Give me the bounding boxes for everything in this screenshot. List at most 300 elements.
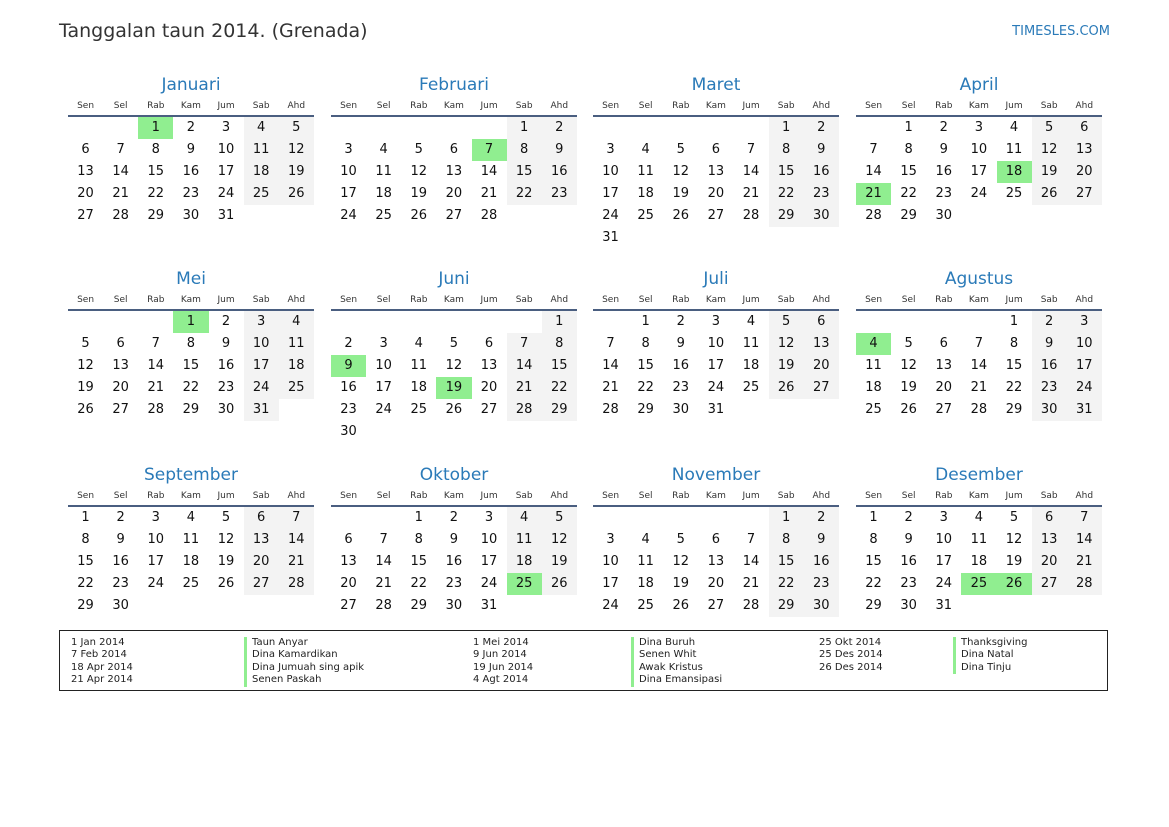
weekday-label: Rab [935, 295, 953, 305]
day-cell: 11 [182, 532, 200, 547]
day-cell: 2 [221, 314, 231, 329]
holiday-day-cell: 18 [997, 161, 1032, 183]
day-cell: 18 [375, 186, 392, 201]
weekday-label: Jum [217, 101, 235, 111]
weekday-label: Jum [480, 295, 498, 305]
day-cell: 20 [707, 576, 725, 591]
week-row [593, 573, 839, 595]
weekday-label: Sen [602, 101, 620, 111]
empty-cell [401, 421, 436, 443]
weekday-label: Kam [705, 295, 726, 305]
day-cell: 11 [507, 529, 542, 551]
legend-holiday-name: Dina Emansipasi [631, 674, 722, 686]
week-row [856, 551, 1102, 573]
month-oktober [331, 462, 577, 617]
day-cell: 24 [147, 576, 165, 591]
week-row [593, 333, 839, 355]
day-cell: 24 [602, 598, 619, 613]
weekday-label: Sel [376, 295, 391, 305]
day-cell: 29 [1005, 402, 1023, 417]
week-row [856, 377, 1102, 399]
day-cell: 20 [112, 380, 129, 395]
day-cell: 15 [637, 358, 654, 373]
day-cell: 5 [1009, 510, 1019, 525]
day-cell: 9 [804, 139, 839, 161]
empty-cell [698, 507, 733, 529]
day-cell: 1 [414, 510, 423, 525]
day-cell: 13 [707, 164, 725, 179]
day-cell: 18 [244, 161, 279, 183]
day-cell: 22 [542, 377, 577, 399]
day-cell: 13 [77, 164, 94, 179]
day-cell: 13 [112, 358, 129, 373]
day-cell: 19 [279, 161, 314, 183]
day-cell: 25 [182, 576, 200, 591]
legend-holiday-name: Thanksgiving [953, 637, 1027, 649]
day-cell: 25 [637, 208, 654, 223]
day-cell: 4 [507, 507, 542, 529]
day-cell: 26 [672, 208, 690, 223]
day-cell: 15 [1005, 358, 1023, 373]
day-cell: 7 [151, 336, 160, 351]
week-row [68, 595, 314, 617]
month-name: Juli [703, 269, 729, 289]
day-cell: 16 [804, 551, 839, 573]
weekday-label: Ahd [550, 491, 569, 501]
day-cell: 20 [707, 186, 725, 201]
day-cell: 14 [865, 164, 882, 179]
day-cell: 15 [769, 551, 804, 573]
weekday-label: Sen [865, 491, 883, 501]
weekday-label: Rab [672, 491, 690, 501]
day-cell: 29 [410, 598, 428, 613]
empty-cell [593, 507, 628, 529]
legend-holiday-name: Senen Paskah [244, 674, 322, 686]
day-cell: 31 [935, 598, 953, 613]
day-cell: 19 [1032, 161, 1067, 183]
empty-cell [138, 595, 173, 617]
empty-cell [734, 507, 769, 529]
day-cell: 14 [112, 164, 129, 179]
day-cell: 24 [935, 576, 953, 591]
empty-cell [138, 311, 173, 333]
month-name: Maret [691, 75, 741, 95]
day-cell: 28 [375, 598, 392, 613]
weekday-label: Kam [180, 295, 201, 305]
weekday-label: Ahd [1075, 295, 1094, 305]
week-row [331, 399, 577, 421]
day-cell: 15 [147, 164, 165, 179]
weekday-label: Kam [968, 295, 989, 305]
month-februari [331, 72, 577, 227]
day-cell: 17 [217, 164, 235, 179]
day-cell: 25 [375, 208, 392, 223]
week-row [856, 205, 1102, 227]
day-cell: 21 [507, 377, 542, 399]
day-cell: 10 [147, 532, 165, 547]
day-cell: 31 [217, 208, 235, 223]
day-cell: 4 [974, 510, 984, 525]
weekday-label: Sen [602, 295, 620, 305]
day-cell: 23 [672, 380, 690, 395]
week-row [593, 311, 839, 333]
empty-cell [507, 595, 542, 617]
day-cell: 7 [116, 142, 125, 157]
day-cell: 7 [869, 142, 878, 157]
empty-cell [331, 117, 366, 139]
empty-cell [593, 311, 628, 333]
month-maret [593, 72, 839, 249]
day-cell: 26 [445, 402, 463, 417]
weekday-label: Sab [777, 491, 795, 501]
weekday-label: Sab [252, 295, 270, 305]
empty-cell [891, 311, 926, 333]
day-cell: 27 [707, 598, 725, 613]
day-cell: 5 [279, 117, 314, 139]
legend-holiday-name: Dina Tinju [953, 662, 1011, 674]
weekday-label: Jum [742, 491, 760, 501]
day-cell: 16 [542, 161, 577, 183]
day-cell: 22 [769, 573, 804, 595]
empty-cell [734, 227, 769, 249]
day-cell: 25 [279, 377, 314, 399]
day-cell: 9 [1032, 333, 1067, 355]
day-cell: 9 [676, 336, 685, 351]
day-cell: 11 [637, 554, 654, 569]
week-row [331, 333, 577, 355]
day-cell: 5 [676, 142, 685, 157]
month-name: Oktober [419, 465, 489, 485]
week-row [331, 595, 577, 617]
empty-cell [628, 507, 663, 529]
day-cell: 21 [480, 186, 498, 201]
holiday-day-cell: 4 [856, 333, 891, 355]
day-cell: 19 [410, 186, 428, 201]
holiday-day-cell: 7 [472, 139, 507, 161]
day-cell: 20 [935, 380, 953, 395]
day-cell: 6 [711, 142, 721, 157]
day-cell: 7 [507, 333, 542, 355]
legend-date: 19 Jun 2014 [473, 661, 534, 673]
weekday-label: Sen [340, 295, 358, 305]
day-cell: 21 [742, 186, 760, 201]
day-cell: 31 [1067, 399, 1102, 421]
day-cell: 4 [414, 336, 423, 351]
week-row [331, 377, 577, 399]
day-cell: 11 [375, 164, 392, 179]
weekday-label: Jum [1005, 295, 1023, 305]
day-cell: 24 [217, 186, 235, 201]
week-row [331, 183, 577, 205]
day-cell: 15 [182, 358, 200, 373]
day-cell: 20 [804, 355, 839, 377]
empty-cell [961, 311, 996, 333]
day-cell: 22 [507, 183, 542, 205]
day-cell: 26 [542, 573, 577, 595]
legend-holiday-name: Dina Kamardikan [244, 649, 338, 661]
weekday-label: Sel [901, 295, 916, 305]
day-cell: 19 [77, 380, 94, 395]
legend-holiday-name: Dina Buruh [631, 637, 695, 649]
day-cell: 3 [939, 510, 948, 525]
day-cell: 12 [410, 164, 428, 179]
empty-cell [103, 117, 138, 139]
weekday-label: Sen [602, 491, 620, 501]
weekday-label: Jum [480, 491, 498, 501]
legend-date: 1 Jan 2014 [71, 637, 125, 648]
month-name: April [959, 75, 999, 95]
week-row [331, 117, 577, 139]
legend-date: 4 Agt 2014 [473, 674, 529, 686]
day-cell: 21 [147, 380, 165, 395]
day-cell: 27 [244, 573, 279, 595]
weekday-label: Rab [147, 295, 165, 305]
empty-cell [734, 399, 769, 421]
day-cell: 18 [970, 554, 988, 569]
empty-cell [173, 595, 208, 617]
day-cell: 3 [344, 142, 353, 157]
day-cell: 27 [1067, 183, 1102, 205]
weekday-label: Ahd [287, 295, 306, 305]
day-cell: 14 [147, 358, 165, 373]
day-cell: 19 [217, 554, 235, 569]
week-row [593, 183, 839, 205]
weekday-header [593, 98, 839, 117]
week-row [68, 161, 314, 183]
day-cell: 12 [445, 358, 463, 373]
day-cell: 17 [602, 186, 619, 201]
weekday-label: Kam [443, 491, 464, 501]
empty-cell [856, 311, 891, 333]
day-cell: 3 [606, 532, 615, 547]
day-cell: 10 [935, 532, 953, 547]
empty-cell [926, 311, 961, 333]
month-desember [856, 462, 1102, 617]
day-cell: 8 [904, 142, 913, 157]
week-row [331, 573, 577, 595]
day-cell: 30 [804, 595, 839, 617]
legend-date: 1 Mei 2014 [473, 637, 529, 648]
legend-holiday-name: Dina Natal [953, 649, 1014, 661]
empty-cell [472, 421, 507, 443]
day-cell: 19 [542, 551, 577, 573]
day-cell: 23 [804, 573, 839, 595]
day-cell: 8 [542, 333, 577, 355]
day-cell: 2 [116, 510, 125, 525]
day-cell: 26 [217, 576, 235, 591]
legend-date: 7 Feb 2014 [71, 649, 127, 661]
empty-cell [366, 117, 401, 139]
empty-cell [663, 117, 698, 139]
day-cell: 22 [1005, 380, 1023, 395]
day-cell: 6 [484, 336, 494, 351]
day-cell: 3 [1067, 311, 1102, 333]
weekday-label: Kam [968, 101, 989, 111]
empty-cell [961, 595, 996, 617]
day-cell: 11 [970, 532, 988, 547]
day-cell: 13 [480, 358, 498, 373]
weekday-label: Sel [638, 101, 653, 111]
legend-date: 21 Apr 2014 [71, 674, 133, 686]
empty-cell [331, 507, 366, 529]
legend-holiday-name: Dina Jumuah sing apik [244, 662, 364, 674]
day-cell: 15 [865, 554, 882, 569]
day-cell: 5 [81, 336, 90, 351]
week-row [856, 311, 1102, 333]
legend-holiday-name: Awak Kristus [631, 662, 703, 674]
day-cell: 12 [217, 532, 235, 547]
holiday-day-cell: 1 [173, 311, 208, 333]
day-cell: 9 [116, 532, 125, 547]
week-row [68, 507, 314, 529]
page-title: Tanggalan taun 2014. (Grenada) [59, 20, 368, 42]
day-cell: 17 [970, 164, 988, 179]
day-cell: 10 [244, 333, 279, 355]
empty-cell [698, 227, 733, 249]
day-cell: 20 [1032, 551, 1067, 573]
month-name: November [671, 465, 761, 485]
week-row [68, 205, 314, 227]
day-cell: 2 [939, 120, 948, 135]
day-cell: 17 [602, 576, 619, 591]
day-cell: 3 [974, 120, 984, 135]
site-link[interactable]: TIMESLES.COM [1012, 24, 1110, 39]
day-cell: 24 [1067, 377, 1102, 399]
week-row [593, 529, 839, 551]
empty-cell [279, 399, 314, 421]
weekday-label: Kam [443, 101, 464, 111]
day-cell: 1 [904, 120, 913, 135]
day-cell: 30 [804, 205, 839, 227]
day-cell: 11 [279, 333, 314, 355]
day-cell: 14 [742, 164, 760, 179]
week-row [331, 551, 577, 573]
day-cell: 7 [279, 507, 314, 529]
day-cell: 16 [340, 380, 357, 395]
day-cell: 20 [340, 576, 357, 591]
week-row [593, 227, 839, 249]
day-cell: 30 [1032, 399, 1067, 421]
month-name: September [144, 465, 238, 485]
day-cell: 28 [279, 573, 314, 595]
weekday-label: Jum [742, 295, 760, 305]
month-name: Agustus [944, 269, 1014, 289]
weekday-label: Ahd [287, 101, 306, 111]
month-name: Januari [161, 75, 221, 95]
weekday-label: Sen [865, 295, 883, 305]
week-row [331, 421, 577, 443]
day-cell: 30 [112, 598, 129, 613]
weekday-label: Rab [672, 295, 690, 305]
day-cell: 24 [480, 576, 498, 591]
day-cell: 2 [186, 120, 196, 135]
empty-cell [997, 205, 1032, 227]
day-cell: 27 [340, 598, 357, 613]
day-cell: 20 [244, 551, 279, 573]
day-cell: 1 [641, 314, 650, 329]
weekday-header [68, 98, 314, 117]
empty-cell [366, 421, 401, 443]
week-row [856, 183, 1102, 205]
day-cell: 20 [77, 186, 94, 201]
week-row [593, 117, 839, 139]
day-cell: 29 [637, 402, 654, 417]
day-cell: 1 [507, 117, 542, 139]
day-cell: 28 [112, 208, 129, 223]
empty-cell [769, 399, 804, 421]
day-cell: 30 [217, 402, 235, 417]
month-name: Juni [438, 269, 470, 289]
day-cell: 19 [672, 576, 690, 591]
day-cell: 23 [542, 183, 577, 205]
month-mei [68, 266, 314, 421]
day-cell: 13 [445, 164, 463, 179]
day-cell: 31 [244, 399, 279, 421]
weekday-label: Jum [742, 101, 760, 111]
day-cell: 24 [602, 208, 619, 223]
day-cell: 30 [935, 208, 953, 223]
weekday-header [593, 488, 839, 507]
legend-date: 9 Jun 2014 [473, 649, 527, 661]
day-cell: 14 [602, 358, 619, 373]
empty-cell [542, 421, 577, 443]
week-row [331, 139, 577, 161]
day-cell: 14 [1067, 529, 1102, 551]
day-cell: 29 [182, 402, 200, 417]
weekday-label: Rab [935, 491, 953, 501]
empty-cell [472, 117, 507, 139]
day-cell: 2 [676, 314, 685, 329]
day-cell: 6 [116, 336, 125, 351]
week-row [856, 161, 1102, 183]
weekday-header [331, 488, 577, 507]
empty-cell [244, 595, 279, 617]
day-cell: 26 [900, 402, 917, 417]
day-cell: 23 [900, 576, 917, 591]
weekday-label: Sel [113, 295, 128, 305]
weekday-label: Sab [515, 295, 533, 305]
day-cell: 9 [186, 142, 196, 157]
month-name: Februari [419, 75, 489, 95]
day-cell: 3 [151, 510, 160, 525]
day-cell: 12 [672, 164, 690, 179]
weekday-label: Sen [77, 491, 95, 501]
day-cell: 1 [769, 117, 804, 139]
day-cell: 11 [742, 336, 760, 351]
day-cell: 17 [707, 358, 725, 373]
holiday-day-cell: 26 [997, 573, 1032, 595]
day-cell: 13 [707, 554, 725, 569]
day-cell: 10 [602, 554, 619, 569]
empty-cell [1067, 595, 1102, 617]
empty-cell [436, 421, 471, 443]
day-cell: 22 [900, 186, 917, 201]
day-cell: 26 [77, 402, 94, 417]
month-september [68, 462, 314, 617]
week-row [856, 573, 1102, 595]
day-cell: 4 [186, 510, 196, 525]
day-cell: 1 [1009, 314, 1019, 329]
day-cell: 31 [707, 402, 725, 417]
weekday-label: Ahd [812, 101, 831, 111]
day-cell: 17 [480, 554, 498, 569]
day-cell: 9 [449, 532, 459, 547]
day-cell: 23 [217, 380, 235, 395]
month-juli [593, 266, 839, 421]
day-cell: 28 [970, 402, 988, 417]
day-cell: 26 [672, 598, 690, 613]
day-cell: 16 [112, 554, 129, 569]
